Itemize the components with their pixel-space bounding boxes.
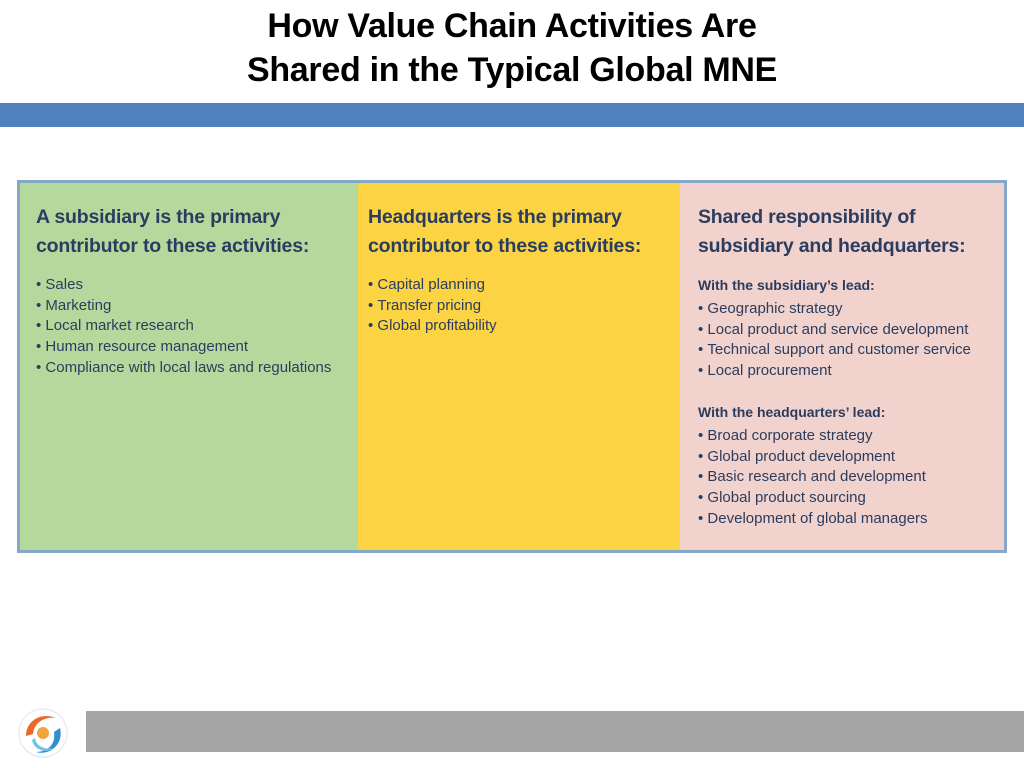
swirl-logo-icon — [16, 706, 70, 760]
list-item: • Local product and service development — [698, 320, 990, 341]
group-label-subsidiary-lead: With the subsidiary’s lead: — [698, 277, 875, 293]
list-item: • Geographic strategy — [698, 299, 990, 320]
activity-list — [698, 426, 990, 530]
list-item: • Global product development — [698, 447, 990, 468]
group-label-headquarters-lead: With the headquarters’ lead: — [698, 403, 886, 420]
column-subsidiary — [20, 183, 358, 550]
list-item: • Capital planning — [368, 275, 666, 296]
list-item: • Broad corporate strategy — [698, 426, 990, 447]
list-item: • Local procurement — [698, 361, 990, 382]
list-item: • Compliance with local laws and regulations — [36, 358, 344, 379]
slide-title-line-2: Shared in the Typical Global MNE — [246, 51, 778, 89]
list-item: • Basic research and development — [698, 467, 990, 488]
column-heading: Shared responsibility of subsidiary and headquarters: — [698, 206, 966, 257]
list-item: • Global profitability — [368, 316, 666, 337]
list-item: • Sales — [36, 275, 344, 296]
title-accent-bar — [0, 103, 1024, 127]
value-chain-table — [17, 180, 1007, 553]
activity-list — [368, 275, 666, 337]
list-item: • Human resource management — [36, 337, 344, 358]
list-item: • Development of global managers — [698, 509, 990, 530]
list-item: • Technical support and customer service — [698, 340, 990, 361]
list-item: • Transfer pricing — [368, 296, 666, 317]
activity-list — [698, 299, 990, 382]
list-item: • Local market research — [36, 316, 344, 337]
column-heading: A subsidiary is the primary contributor to these activities: — [36, 206, 310, 257]
column-shared — [680, 183, 1004, 550]
footer-bar — [86, 711, 1024, 752]
slide-title-line-1: How Value Chain Activities Are — [267, 7, 757, 45]
list-item: • Global product sourcing — [698, 488, 990, 509]
column-headquarters — [358, 183, 680, 550]
slide-title — [0, 4, 1024, 92]
column-heading: Headquarters is the primary contributor to these activities: — [368, 206, 642, 257]
activity-list — [36, 275, 344, 379]
list-item: • Marketing — [36, 296, 344, 317]
